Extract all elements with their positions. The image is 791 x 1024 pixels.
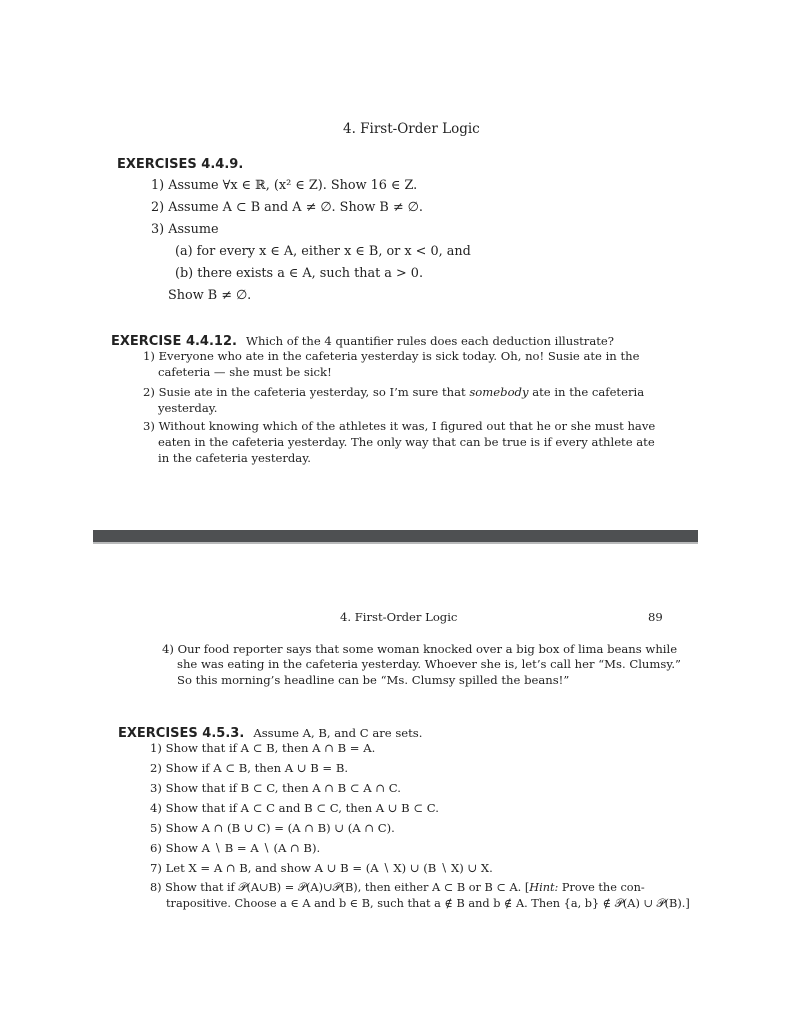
set-exercise-6: 6) Show A ∖ B = A ∖ (A ∩ B).	[150, 841, 321, 855]
set-exercise-8-text: 8) Show that if 𝒫(A∪B) = 𝒫(A)∪𝒫(B), then either A ⊂ B or B ⊂ A. [	[150, 881, 530, 894]
exercise-title-4-4-9: EXERCISES 4.4.9.	[117, 157, 244, 172]
deduction-2-text-a: 2) Susie ate in the cafeteria yesterday, so I’m sure that	[143, 385, 470, 399]
hint-label: Hint:	[529, 881, 559, 894]
exercise-conclusion: Show B ≠ ∅.	[168, 288, 252, 303]
deduction-2-emphasis: somebody	[469, 385, 529, 399]
set-exercise-7: 7) Let X = A ∩ B, and show A ∪ B = (A ∖ X) ∪ (B ∖ X) ∪ X.	[150, 861, 493, 875]
set-exercise-8-hint: Prove the con-	[558, 881, 645, 894]
set-exercise-4: 4) Show that if A ⊂ C and B ⊂ C, then A ∪ B ⊂ C.	[150, 801, 439, 815]
set-exercise-5: 5) Show A ∩ (B ∪ C) = (A ∩ B) ∪ (A ∩ C).	[150, 821, 395, 835]
exercise-item-3: 3) Assume	[151, 222, 219, 237]
page-header: 4. First-Order Logic	[343, 121, 480, 137]
page-divider	[93, 530, 698, 542]
exercise-intro-sets: Assume A, B, and C are sets.	[253, 726, 423, 740]
exercise-4-4-12-heading	[111, 330, 614, 349]
deduction-1-line-2: cafeteria — she must be sick!	[158, 365, 332, 379]
exercise-item-4-line-3: So this morning’s headline can be “Ms. Clumsy spilled the beans!”	[177, 673, 570, 687]
exercise-subitem-b: (b) there exists a ∈ A, such that a > 0.	[175, 266, 424, 281]
set-exercise-2: 2) Show if A ⊂ B, then A ∪ B = B.	[150, 761, 349, 775]
exercise-item-2: 2) Assume A ⊂ B and A ≠ ∅. Show B ≠ ∅.	[151, 200, 423, 215]
set-exercise-8-line-1	[150, 881, 645, 895]
deduction-3-line-3: in the cafeteria yesterday.	[158, 451, 311, 465]
deduction-2-text-b: ate in the cafeteria	[528, 385, 645, 399]
deduction-2-line-2: yesterday.	[158, 401, 218, 415]
deduction-3-line-1: 3) Without knowing which of the athletes it was, I figured out that he or she must have	[143, 419, 656, 433]
exercise-item-4-line-2: she was eating in the cafeteria yesterday. Whoever she is, let’s call her “Ms. Clumsy.”	[177, 657, 681, 671]
set-exercise-3: 3) Show that if B ⊂ C, then A ∩ B ⊂ A ∩ C.	[150, 781, 401, 795]
deduction-2-line-1	[143, 385, 644, 399]
exercise-item-1: 1) Assume ∀x ∈ ℝ, (x² ∈ Z). Show 16 ∈ Z.	[151, 178, 418, 193]
exercise-4-5-3-heading	[118, 722, 422, 741]
exercise-subitem-a: (a) for every x ∈ A, either x ∈ B, or x < 0, and	[175, 244, 471, 259]
exercise-title-4-4-12: EXERCISE 4.4.12.	[111, 334, 237, 349]
exercise-intro: Which of the 4 quantifier rules does each deduction illustrate?	[246, 334, 614, 348]
page-header-2: 4. First-Order Logic	[340, 610, 458, 624]
exercise-item-4-line-1: 4) Our food reporter says that some woman knocked over a big box of lima beans while	[162, 642, 678, 656]
exercise-title-4-5-3: EXERCISES 4.5.3.	[118, 726, 245, 741]
set-exercise-1: 1) Show that if A ⊂ B, then A ∩ B = A.	[150, 741, 376, 755]
deduction-1-line-1: 1) Everyone who ate in the cafeteria yesterday is sick today. Oh, no! Susie ate in the	[143, 349, 640, 363]
deduction-3-line-2: eaten in the cafeteria yesterday. The only way that can be true is if every athlete ate	[158, 435, 655, 449]
page-number: 89	[648, 610, 663, 624]
set-exercise-8-line-2: trapositive. Choose a ∈ A and b ∈ B, such that a ∉ B and b ∉ A. Then {a, b} ∉ 𝒫(A) ∪ 𝒫(B).]	[166, 897, 690, 910]
